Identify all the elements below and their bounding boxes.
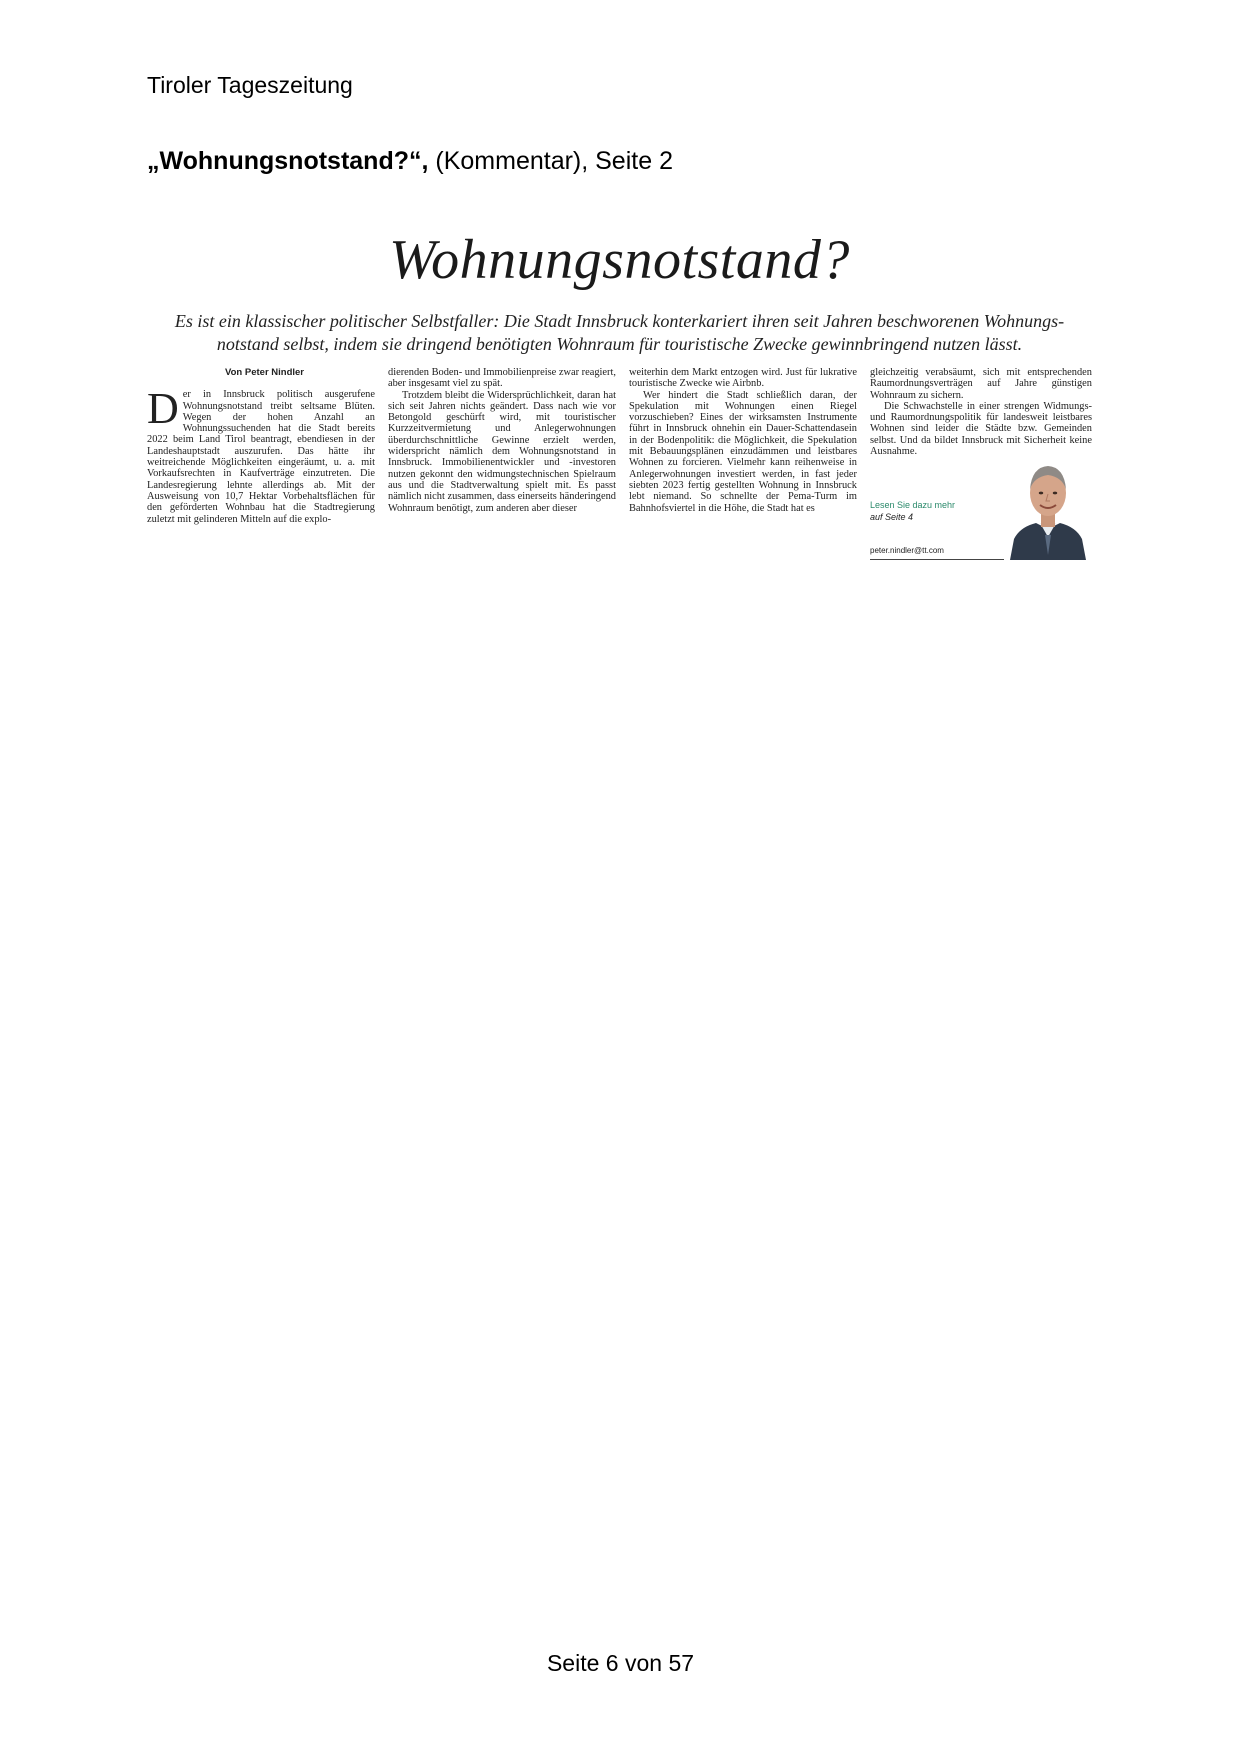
column-4	[870, 367, 1092, 560]
column-4-paragraph-1: gleichzeitig verabsäumt, sich mit entsprechenden Raumordnungsverträgen auf Jahre günstigen Wohnraum zu sichern.	[870, 367, 1092, 401]
article-reference-title: „Wohnungsnotstand?“,	[147, 147, 429, 175]
author-email: peter.nindler@tt.com	[870, 546, 944, 555]
article-reference-details: (Kommentar), Seite 2	[428, 147, 673, 175]
column-1-text: er in Innsbruck politisch ausgerufene Wohnungsnotstand treibt seltsame Blüten. Wegen der hohen Anzahl an Wohnungssuchenden hat die Stadt bereits 2022 beim Land Tirol beantragt, ebendiesen in der Landeshauptstadt auszurufen. Das hätte ihr weitreichende Möglichkeiten eingeräumt, u. a. mit Vorkaufsrechten in Kaufverträge einzutreten. Die Landesregierung lehnte allerdings ab. Mit der Ausweisung von 10,7 Hektar Vorbehaltsflächen für den geförderten Wohnbau hat die Stadtregierung zuletzt mit gelinderen Mitteln auf die explo-	[147, 389, 375, 525]
page-number: Seite 6 von 57	[546, 1650, 695, 1676]
drop-cap: D	[147, 384, 179, 434]
author-portrait-image	[1004, 451, 1092, 560]
teaser-reference: auf Seite 4	[870, 512, 914, 522]
byline: Von Peter Nindler	[225, 367, 305, 378]
column-1	[147, 367, 375, 560]
column-3	[629, 367, 857, 560]
column-2-paragraph-2: Trotzdem bleibt die Widersprüchlichkeit, daran hat sich seit Jahren nichts geändert. Dass nach wie vor Betongold geschürft wird, mit touristischer Kurzzeitvermietung und Anlegerwohnungen überdurchschnittliche Gewinne erzielt werden, widerspricht nämlich dem Wohnungsnotstand in Innsbruck. Immobilienentwickler und -investoren nutzen gekonnt den widmungstechnischen Spielraum aus und die Stadtverwaltung spielt mit. Es passt nämlich nicht zusammen, dass einerseits händeringend Wohnraum benötigt, zum anderen aber dieser	[388, 389, 616, 514]
column-2-paragraph-1: dierenden Boden- und Immobilienpreise zwar reagiert, aber insgesamt viel zu spät.	[388, 367, 616, 390]
column-4-paragraph-2: Die Schwachstelle in einer strengen Widmungs- und Raumordnungspolitik für landesweit leistbares Wohnen sind leider die Städte bzw. Gemeinden selbst. Und da bildet Innsbruck mit Sicherheit keine Ausnahme.	[870, 400, 1092, 458]
teaser-label: Lesen Sie dazu mehr	[870, 500, 956, 510]
column-3-paragraph-1: weiterhin dem Markt entzogen wird. Just für lukrative touristische Zwecke wie Airbnb.	[629, 367, 857, 390]
newspaper-clipping	[147, 230, 1092, 560]
clipping-headline: Wohnungsnotstand?	[389, 230, 850, 291]
teaser-rule	[870, 559, 1010, 560]
column-3-paragraph-2: Wer hindert die Stadt schließlich daran, der Spekulation mit Wohnungen einen Riegel vorzuschieben? Eines der wirksamsten Instrumente führt in Innsbruck ohnehin ein Dauer-Schattendasein in der Bodenpolitik: die Möglichkeit, die Spekulation mit Bebauungsplänen einzudämmen und leistbares Wohnen zu forcieren. Vielmehr kann reihenweise in Anlegerwohnungen investiert werden, in fast jeder siebten 2023 fertig gestellten Wohnung in Innsbruck lebt niemand. So schnellte der Pema-Turm im Bahnhofsviertel in die Höhe, die Stadt hat es	[629, 389, 857, 514]
lead-line-2: notstand selbst, indem sie dringend benötigten Wohnraum für touristische Zwecke gewinnbringend nutzen lässt.	[216, 334, 1023, 354]
teaser-box	[870, 499, 955, 523]
lead-line-1: Es ist ein klassischer politischer Selbstfaller: Die Stadt Innsbruck konterkariert ihren seit Jahren beschworenen Wohnungs-	[174, 311, 1065, 331]
article-columns	[147, 367, 1092, 560]
clipping-lead	[147, 310, 1092, 356]
article-reference	[147, 147, 673, 176]
publication-name: Tiroler Tageszeitung	[147, 72, 353, 98]
column-2	[388, 367, 616, 560]
